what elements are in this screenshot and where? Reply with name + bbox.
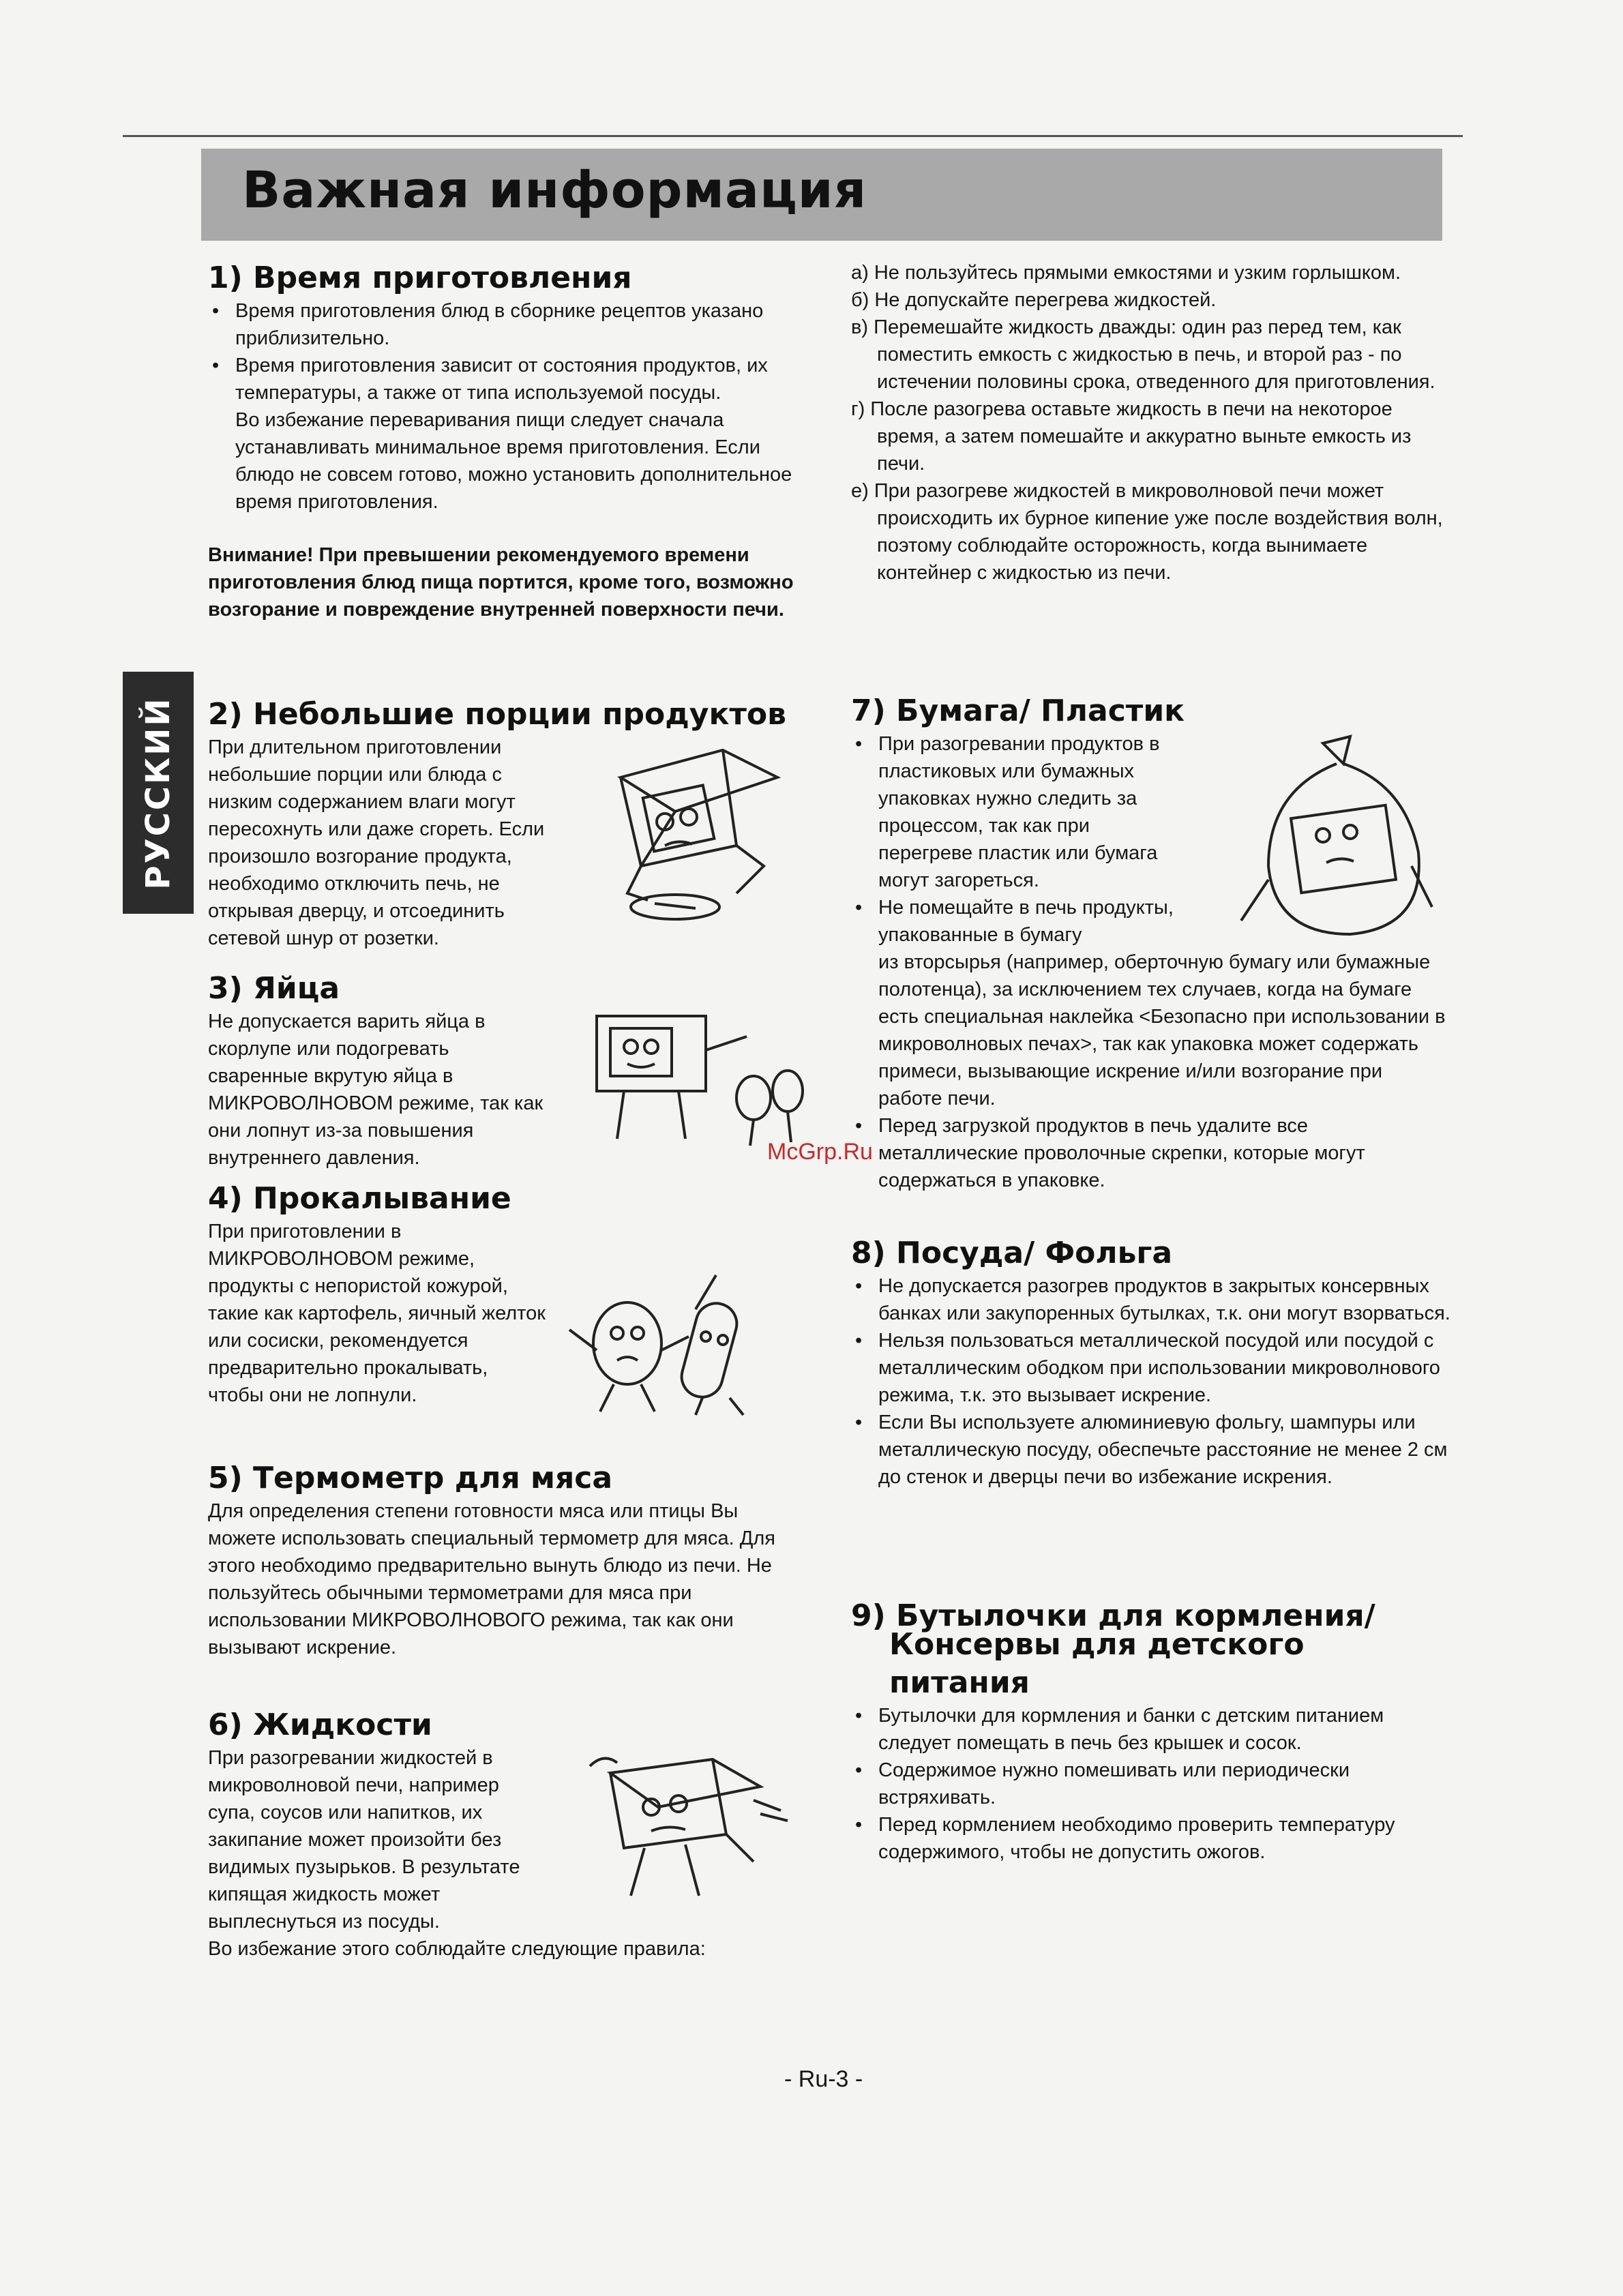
bullet-item: • Перед загрузкой продуктов в печь удалите все металлические проволочные скрепки, которые могут содержаться в упаковке. [851, 1112, 1451, 1194]
bullet-item: • Если Вы используете алюминиевую фольгу, шампуры или металлическую посуду, обеспечьте расстояние не менее 2 см до стенок и дверцы печи во избежание искрения. [851, 1409, 1451, 1491]
section-heading: 7) Бумага/ Пластик [851, 694, 1185, 728]
bullet-item: • Не допускается разогрев продуктов в закрытых консервных банках или закупоренных бутылках, т.к. они могут взорваться. [851, 1272, 1451, 1327]
section-heading: 3) Яйца [208, 971, 340, 1006]
section-heading: 4) Прокалывание [208, 1181, 511, 1216]
potato-sausage-illustration [559, 1268, 784, 1418]
bullet-item: • Время приготовления зависит от состояния продуктов, их температуры, а также от типа используемой посуды. [208, 352, 808, 406]
paragraph: При приготовлении в МИКРОВОЛНОВОМ режиме, продукты с непористой кожурой, такие как картофель, яичный желток или сосиски, рекомендуется предварительно прокалывать, чтобы они не лопнули. [208, 1221, 546, 1406]
microwave-in-bag-illustration [1227, 730, 1446, 948]
list-item: б) Не допускайте перегрева жидкостей. [851, 289, 1217, 311]
list-item: е) При разогреве жидкостей в микроволновой печи может происходить их бурное кипение уже после воздействия волн, поэтому соблюдайте осторожность, когда вынимаете контейнер с жидкостью из печи. [851, 480, 1443, 584]
bullet-item: • Перед кормлением необходимо проверить температуру содержимого, чтобы не допустить ожогов. [851, 1811, 1451, 1866]
title-band [201, 149, 1442, 241]
paragraph: Не допускается варить яйца в скорлупе или подогревать сваренные вкрутую яйца в МИКРОВОЛНОВОМ режиме, так как они лопнут из-за повышения внутреннего давления. [208, 1011, 544, 1169]
bullet-item: • Не помещайте в печь продукты, упакованные в бумагу [851, 894, 1178, 949]
section-heading: 1) Время приготовления [208, 260, 632, 295]
microwave-liquid-illustration [576, 1746, 801, 1903]
bullet-item: • Время приготовления блюд в сборнике рецептов указано приблизительно. [208, 297, 808, 352]
paragraph: Для определения степени готовности мяса или птицы Вы можете использовать специальный термометр для мяса. Для этого необходимо предварительно вынуть блюдо из печи. Не пользуйтесь обычными термометрами для мяса при использовании МИКРОВОЛНОВОГО режима, так как они вызывают искрение. [208, 1500, 776, 1658]
paragraph: При длительном приготовлении небольшие порции или блюда с низким содержанием влаги могут пересохнуть или даже сгореть. Если произошло возгорание продукта, необходимо отключить печь, не открывая дверцу, и отсоединить сетевой шнур от розетки. [208, 736, 545, 949]
list-item: в) Перемешайте жидкость дважды: один раз перед тем, как поместить емкость с жидкостью в печь, и второй раз - по истечении половины срока, отведенного для приготовления. [851, 316, 1435, 393]
paragraph: Во избежание переваривания пищи следует сначала устанавливать минимальное время приготовления. Если блюдо не совсем готово, можно установить дополнительное время приготовления. [235, 409, 792, 513]
bullet-item: • При разогревании продуктов в пластиковых или бумажных упаковках нужно следить за процессом, так как при перегреве пластик или бумага могут загореться. [851, 730, 1178, 894]
top-rule [123, 135, 1463, 137]
microwave-burning-illustration [600, 736, 798, 934]
paragraph: При разогревании жидкостей в микроволновой печи, например супа, соусов или напитков, их закипание может произойти без видимых пузырьков. В результате кипящая жидкость может выплеснуться из посуды. [208, 1747, 520, 1933]
paragraph: Во избежание этого соблюдайте следующие правила: [208, 1938, 706, 1960]
section-heading: Консервы для детского питания [889, 1627, 1305, 1700]
language-tab [123, 672, 194, 914]
paragraph: из вторсырья (например, оберточную бумагу или бумажные полотенца), за исключением тех случаев, когда на бумаге есть специальная наклейка <Безопасно при использовании в микроволновых печах>, так как упаковка может содержать примеси, вызывающие искрение и/или возгорание при работе печи. [878, 951, 1446, 1109]
section-meat-thermometer [208, 1459, 808, 1661]
section-heading: 5) Термометр для мяса [208, 1461, 613, 1495]
page-title: Важная информация [242, 161, 867, 220]
section-heading: 9) Бутылочки для кормления/ [851, 1598, 1375, 1633]
section-cooking-time [208, 259, 808, 623]
list-item: а) Не пользуйтесь прямыми емкостями и узким горлышком. [851, 262, 1401, 284]
page-number: - Ru-3 - [784, 2066, 863, 2092]
section-baby-bottles [851, 1597, 1451, 1866]
bullet-item: • Содержимое нужно помешивать или периодически встряхивать. [851, 1757, 1451, 1811]
bullet-item: • Нельзя пользоваться металлической посудой или посудой с металлическим ободком при использовании микроволнового режима, т.к. это вызывает искрение. [851, 1327, 1451, 1409]
warning-text: Внимание! При превышении рекомендуемого времени приготовления блюд пища портится, кроме того, возможно возгорание и повреждение внутренней поверхности печи. [208, 544, 794, 621]
microwave-eggs-illustration [583, 1009, 808, 1152]
list-item: г) После разогрева оставьте жидкость в печи на некоторое время, а затем помешайте и аккуратно выньте емкость из печи. [851, 398, 1412, 475]
section-heading: 6) Жидкости [208, 1708, 432, 1742]
section-heading: 8) Посуда/ Фольга [851, 1236, 1173, 1270]
language-tab-label: РУССКИЙ [139, 696, 177, 890]
section-dishes-foil [851, 1234, 1451, 1491]
section-heading: 2) Небольшие порции продуктов [208, 697, 786, 732]
bullet-item: • Бутылочки для кормления и банки с детским питанием следует помещать в печь без крышек и сосок. [851, 1702, 1451, 1757]
liquids-rules-list [851, 259, 1451, 586]
watermark: McGrp.Ru [767, 1139, 873, 1165]
